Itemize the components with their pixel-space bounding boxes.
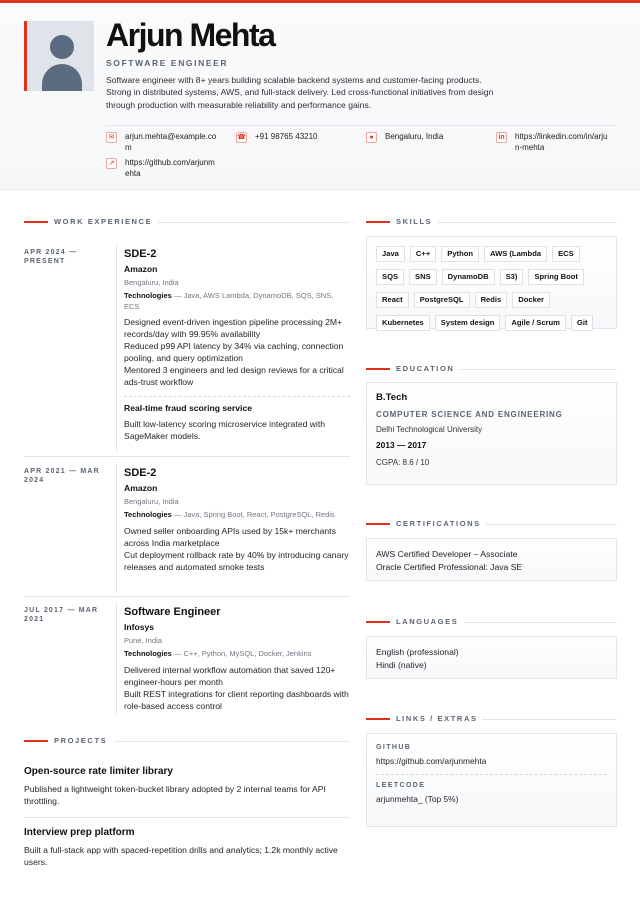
section-heading-work: WORK EXPERIENCE bbox=[24, 217, 350, 227]
job-technologies: Technologies — Java, Spring Boot, React, PostgreSQL, Redis bbox=[124, 510, 335, 519]
job-dates: JUL 2017 — MAR 2021 bbox=[24, 607, 99, 623]
job-title: SDE-2 bbox=[124, 467, 157, 479]
candidate-title: SOFTWARE ENGINEER bbox=[106, 58, 229, 68]
divider bbox=[24, 596, 350, 597]
skill-tag: React bbox=[376, 292, 409, 308]
contact-email-text: arjun.mehta@example.co m bbox=[125, 132, 217, 152]
education-years: 2013 — 2017 bbox=[376, 440, 427, 450]
bullet: Delivered internal workflow automation that saved 120+ engineer-hours per month bbox=[124, 664, 336, 687]
contact-phone-text: +91 98765 43210 bbox=[255, 132, 318, 141]
job-title: SDE-2 bbox=[124, 248, 157, 260]
contact-github-text: https://github.com/arjunm ehta bbox=[125, 158, 215, 178]
contact-phone[interactable] bbox=[236, 132, 356, 143]
skill-tag: Git bbox=[571, 315, 594, 331]
skill-tag: Java bbox=[376, 246, 405, 262]
bullet: Mentored 3 engineers and led design reviews for a critical ads-trust workflow bbox=[124, 365, 344, 387]
job-location: Pune, India bbox=[124, 636, 162, 645]
section-heading-links: LINKS / EXTRAS bbox=[366, 714, 617, 724]
skill-tag: SNS bbox=[409, 269, 437, 285]
skill-tag: Docker bbox=[512, 292, 550, 308]
skill-tag: Python bbox=[441, 246, 479, 262]
languages-card bbox=[366, 636, 617, 679]
certification-item: Oracle Certified Professional: Java SE bbox=[376, 561, 523, 572]
skill-tag: C++ bbox=[410, 246, 436, 262]
skill-tags bbox=[367, 237, 616, 340]
leetcode-label: LEETCODE bbox=[376, 782, 426, 789]
skills-card bbox=[366, 236, 617, 329]
contact-linkedin-text: https://linkedin.com/in/arju n-mehta bbox=[515, 132, 608, 152]
mail-icon: ✉ bbox=[106, 132, 117, 143]
skill-tag: Kubernetes bbox=[376, 315, 430, 331]
contact-github[interactable] bbox=[106, 158, 226, 179]
skill-tag: Spring Boot bbox=[528, 269, 583, 285]
divider bbox=[376, 774, 607, 775]
skill-tag: Redis bbox=[475, 292, 508, 308]
degree: B.Tech bbox=[376, 392, 408, 403]
bullet: Designed event-driven ingestion pipeline processing 2M+ records/day with 99.95% availability bbox=[124, 317, 343, 339]
linkedin-icon: in bbox=[496, 132, 507, 143]
github-link[interactable]: https://github.com/arjunmehta bbox=[376, 756, 487, 766]
github-label: GITHUB bbox=[376, 744, 412, 751]
skill-tag: System design bbox=[435, 315, 501, 331]
section-heading-education: EDUCATION bbox=[366, 364, 617, 374]
field-of-study: COMPUTER SCIENCE AND ENGINEERING bbox=[376, 410, 563, 419]
bullet: Owned seller onboarding APIs used by 15k+ merchants across India marketplace bbox=[124, 525, 336, 548]
skill-tag: S3) bbox=[500, 269, 524, 285]
contact-location bbox=[366, 132, 486, 143]
job-dates: APR 2024 — PRESENT bbox=[24, 249, 78, 265]
section-heading-skills: SKILLS bbox=[366, 217, 617, 227]
timeline-line bbox=[116, 463, 117, 593]
project-description: Built a full-stack app with spaced-repetition drills and analytics; 1.2k monthly active users. bbox=[24, 845, 338, 867]
education-card bbox=[366, 382, 617, 485]
job-company: Amazon bbox=[124, 264, 158, 274]
language-item: English (professional) bbox=[376, 647, 459, 657]
location-pin-icon: ● bbox=[366, 132, 377, 143]
leetcode-link[interactable]: arjunmehta_ (Top 5%) bbox=[376, 794, 459, 804]
job-technologies: Technologies — C++, Python, MySQL, Docker, Jenkins bbox=[124, 649, 312, 658]
project-title: Interview prep platform bbox=[24, 827, 135, 838]
contact-location-text: Bengaluru, India bbox=[385, 132, 444, 141]
job-location: Bengaluru, India bbox=[124, 278, 179, 287]
skill-tag: DynamoDB bbox=[442, 269, 495, 285]
skill-tag: Agile / Scrum bbox=[505, 315, 566, 331]
skill-tag: PostgreSQL bbox=[414, 292, 470, 308]
job-project-title: Real-time fraud scoring service bbox=[124, 403, 252, 413]
timeline-line bbox=[116, 602, 117, 714]
timeline-line bbox=[116, 244, 117, 452]
links-card bbox=[366, 733, 617, 827]
section-heading-languages: LANGUAGES bbox=[366, 617, 617, 627]
certification-item: AWS Certified Developer – Associate bbox=[376, 549, 518, 559]
gpa: CGPA: 8.6 / 10 bbox=[376, 458, 430, 467]
contact-divider bbox=[106, 125, 616, 126]
bullet: Built REST integrations for client reporting dashboards with role-based access control bbox=[124, 688, 349, 711]
bullet: Reduced p99 API latency by 34% via caching, connection pooling, and query optimization bbox=[124, 341, 344, 363]
job-bullets bbox=[124, 664, 350, 712]
skill-tag: SQS bbox=[376, 269, 404, 285]
divider bbox=[24, 456, 350, 457]
divider bbox=[24, 817, 350, 818]
job-location: Bengaluru, India bbox=[124, 497, 179, 506]
job-bullets bbox=[124, 525, 350, 573]
job-company: Infosys bbox=[124, 622, 155, 632]
section-heading-certifications: CERTIFICATIONS bbox=[366, 519, 617, 529]
project-item bbox=[24, 827, 350, 868]
skill-tag: ECS bbox=[552, 246, 580, 262]
bullet: Cut deployment rollback rate by 40% by introducing canary releases and automated smoke tests bbox=[124, 549, 349, 572]
link-icon: ↗ bbox=[106, 158, 117, 169]
contact-linkedin[interactable] bbox=[496, 132, 621, 153]
skill-tag: AWS (Lambda bbox=[484, 246, 547, 262]
phone-icon: ☎ bbox=[237, 134, 246, 141]
summary: Software engineer with 8+ years building scalable backend systems and customer-facing products. Strong in distributed systems, AWS, and full-stack delivery. Led cross-functional initiatives from design through production with measurable reliability and performance gains. bbox=[106, 75, 494, 110]
language-item: Hindi (native) bbox=[376, 659, 427, 670]
job-project bbox=[124, 396, 350, 442]
job-company: Amazon bbox=[124, 483, 158, 493]
project-description: Published a lightweight token-bucket library adopted by 2 internal teams for API throttling. bbox=[24, 784, 326, 806]
avatar bbox=[24, 21, 94, 91]
accent-bar bbox=[0, 0, 640, 3]
resume-header bbox=[0, 3, 640, 190]
job-project-description: Built low-latency scoring microservice integrated with SageMaker models. bbox=[124, 419, 326, 441]
project-item bbox=[24, 766, 350, 807]
candidate-name: Arjun Mehta bbox=[106, 17, 275, 53]
job-bullets bbox=[124, 316, 350, 388]
job-technologies: Technologies — Java, AWS Lambda, DynamoDB, SQS, SNS, ECS bbox=[124, 291, 334, 311]
certifications-card bbox=[366, 538, 617, 581]
contact-email[interactable] bbox=[106, 132, 226, 153]
job-title: Software Engineer bbox=[124, 606, 221, 618]
job-dates: APR 2021 — MAR 2024 bbox=[24, 468, 100, 484]
section-heading-projects: PROJECTS bbox=[24, 736, 350, 746]
project-title: Open-source rate limiter library bbox=[24, 766, 173, 777]
university: Delhi Technological University bbox=[376, 425, 483, 434]
